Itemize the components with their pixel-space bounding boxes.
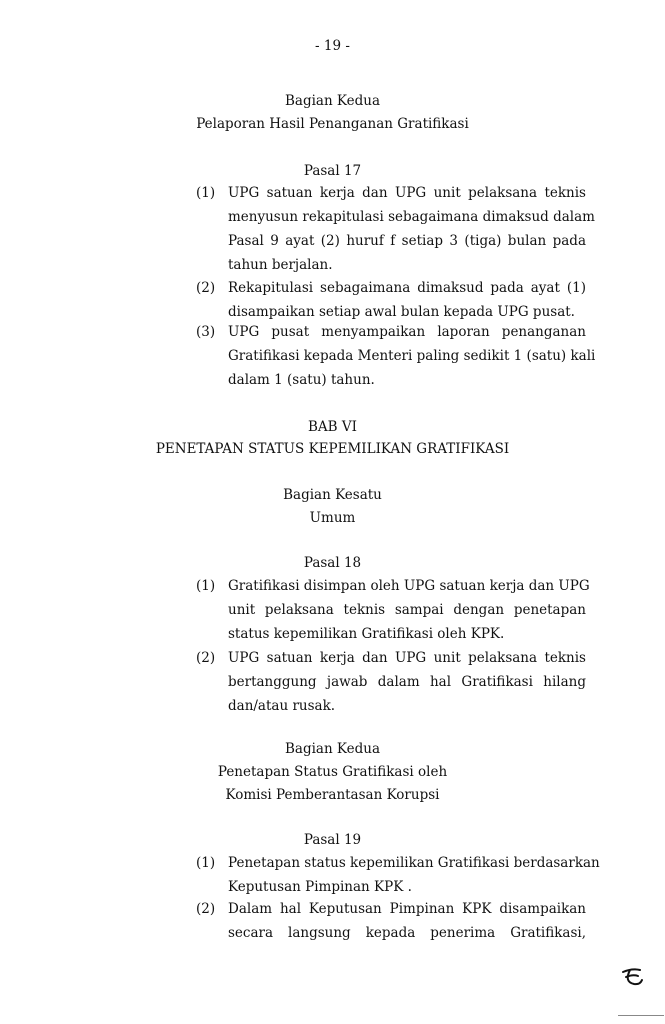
paragraph-number: (2) [196,901,216,917]
paragraph-number: (2) [196,650,216,666]
section-heading: Bagian Kedua [284,93,381,109]
paragraph-line: UPG satuan kerja dan UPG unit pelaksana teknis [228,185,586,201]
paragraph-line: Dalam hal Keputusan Pimpinan KPK disampaikan [228,901,586,917]
section-title: Umum [309,510,356,526]
paragraph-line: UPG pusat menyampaikan laporan penanganan [228,324,586,340]
page-number: - 19 - [315,38,350,54]
section-title: Penetapan Status Gratifikasi oleh [217,764,448,780]
paragraph-line: Rekapitulasi sebagaimana dimaksud pada ayat (1) [228,280,586,296]
paragraph-number: (1) [196,185,216,201]
article-heading: Pasal 17 [303,163,362,179]
paragraph-number: (1) [196,578,216,594]
paragraph-line: Gratifikasi kepada Menteri paling sedikit 1 (satu) kali [228,348,596,364]
paragraph-line: UPG satuan kerja dan UPG unit pelaksana teknis [228,650,586,666]
article-heading: Pasal 19 [303,832,362,848]
article-heading: Pasal 18 [303,555,362,571]
paragraph-number: (3) [196,324,216,340]
section-title: Pelaporan Hasil Penanganan Gratifikasi [196,116,469,132]
chapter-heading: BAB VI [308,419,357,435]
paragraph-line: status kepemilikan Gratifikasi oleh KPK. [228,626,505,642]
paragraph-line: dan/atau rusak. [228,698,336,714]
paragraph-line: secara langsung kepada penerima Gratifikasi, [228,925,586,941]
paragraph-line: dalam 1 (satu) tahun. [228,372,375,388]
paragraph-line: menyusun rekapitulasi sebagaimana dimaksud dalam [228,209,595,225]
bottom-rule [618,1015,664,1016]
handwritten-initial-mark [618,966,646,990]
paragraph-line: Keputusan Pimpinan KPK . [228,879,412,895]
paragraph-line: unit pelaksana teknis sampai dengan penetapan [228,602,586,618]
chapter-title: PENETAPAN STATUS KEPEMILIKAN GRATIFIKASI [155,441,510,457]
paragraph-line: bertanggung jawab dalam hal Gratifikasi hilang [228,674,586,690]
paragraph-number: (2) [196,280,216,296]
paragraph-line: disampaikan setiap awal bulan kepada UPG pusat. [228,304,575,320]
section-title: Komisi Pemberantasan Korupsi [225,787,440,803]
paragraph-line: tahun berjalan. [228,257,333,273]
section-heading: Bagian Kedua [284,741,381,757]
section-heading: Bagian Kesatu [283,487,382,503]
paragraph-number: (1) [196,855,216,871]
paragraph-line: Penetapan status kepemilikan Gratifikasi berdasarkan [228,855,600,871]
paragraph-line: Pasal 9 ayat (2) huruf f setiap 3 (tiga) bulan pada [228,233,586,249]
paragraph-line: Gratifikasi disimpan oleh UPG satuan kerja dan UPG [228,578,590,594]
